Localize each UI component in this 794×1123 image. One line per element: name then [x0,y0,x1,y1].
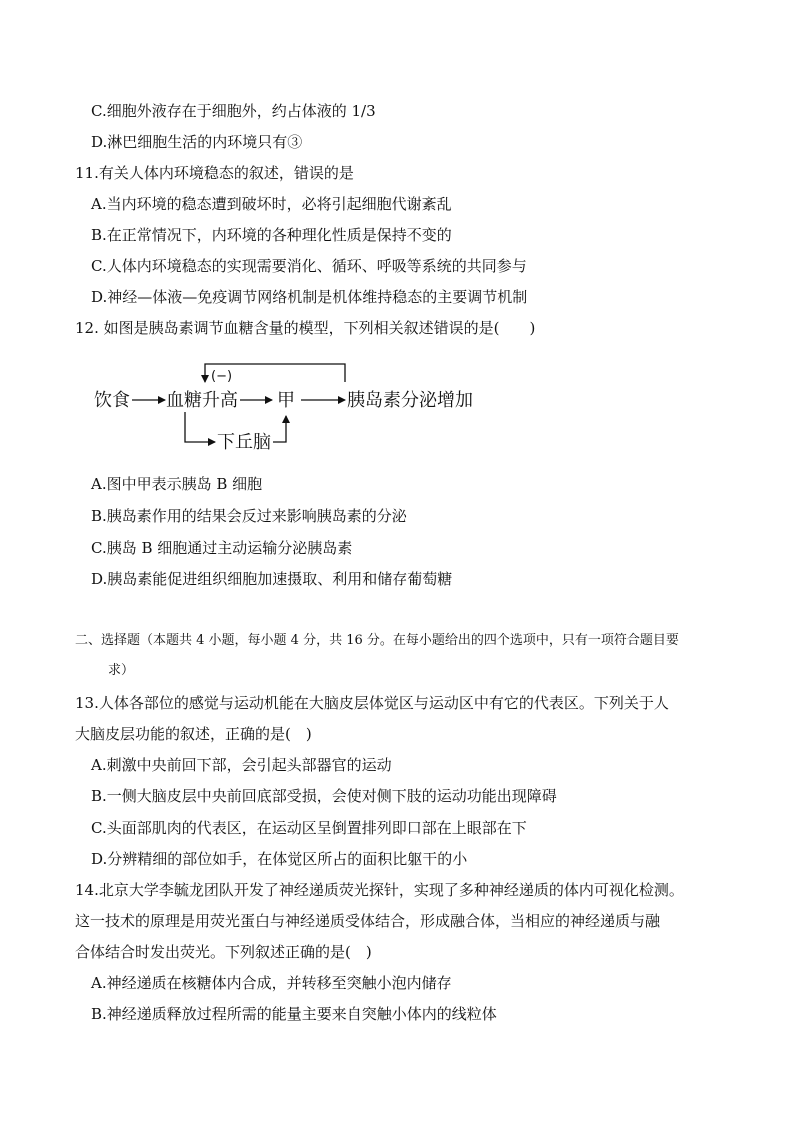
q11-option-d: D.神经—体液—免疫调节网络机制是机体维持稳态的主要调节机制 [91,288,528,306]
arrow-glucose-to-hypothalamus [185,412,215,442]
section2-heading: 二、选择题（本题共 4 小题，每小题 4 分，共 16 分。在每小题给出的四个选项中，只有一项符合题目要 [75,633,679,648]
arrow-hypothalamus-to-jia [273,416,286,442]
node-hypothalamus: 下丘脑 [217,432,271,453]
q10-option-d: D.淋巴细胞生活的内环境只有③ [91,133,303,151]
q13-stem-line2: 大脑皮层功能的叙述，正确的是( ) [75,725,312,743]
q14-stem-line3: 合体结合时发出荧光。下列叙述正确的是( ) [75,943,372,961]
q12-option-a: A.图中甲表示胰岛 B 细胞 [91,475,263,493]
node-blood-glucose-rise: 血糖升高 [166,390,238,411]
insulin-regulation-diagram [90,360,490,460]
q11-option-a: A.当内环境的稳态遭到破坏时，必将引起细胞代谢紊乱 [91,195,452,213]
q14-option-a: A.神经递质在核糖体内合成，并转移至突触小泡内储存 [91,974,452,992]
q13-option-a: A.刺激中央前回下部，会引起头部器官的运动 [91,756,392,774]
q13-option-d: D.分辨精细的部位如手，在体觉区所占的面积比躯干的小 [91,850,468,868]
section2-heading-cont: 求） [108,663,135,678]
q14-stem-line2: 这一技术的原理是用荧光蛋白与神经递质受体结合，形成融合体，当相应的神经递质与融 [75,912,661,930]
feedback-label: (−) [211,369,233,384]
q12-stem: 12. 如图是胰岛素调节血糖含量的模型，下列相关叙述错误的是( ) [75,319,536,337]
q12-option-c: C.胰岛 B 细胞通过主动运输分泌胰岛素 [91,539,353,557]
node-insulin-secretion-increase: 胰岛素分泌增加 [347,390,473,411]
node-jia: 甲 [277,390,295,411]
q13-option-c: C.头面部肌肉的代表区，在运动区呈倒置排列即口部在上眼部在下 [91,819,527,837]
q14-option-b: B.神经递质释放过程所需的能量主要来自突触小体内的线粒体 [91,1005,497,1023]
node-diet: 饮食 [94,390,130,411]
q10-option-c: C.细胞外液存在于细胞外，约占体液的 1/3 [91,102,376,120]
q11-option-c: C.人体内环境稳态的实现需要消化、循环、呼吸等系统的共同参与 [91,257,527,275]
q14-stem-line1: 14.北京大学李毓龙团队开发了神经递质荧光探针，实现了多种神经递质的体内可视化检测。 [75,881,684,899]
q13-stem-line1: 13.人体各部位的感觉与运动机能在大脑皮层体觉区与运动区中有它的代表区。下列关于人 [75,694,669,712]
q11-option-b: B.在正常情况下，内环境的各种理化性质是保持不变的 [91,226,452,244]
q12-option-d: D.胰岛素能促进组织细胞加速摄取、利用和储存葡萄糖 [91,570,453,588]
q13-option-b: B.一侧大脑皮层中央前回底部受损，会使对侧下肢的运动功能出现障碍 [91,787,557,805]
q12-option-b: B.胰岛素作用的结果会反过来影响胰岛素的分泌 [91,507,407,525]
q11-stem: 11.有关人体内环境稳态的叙述，错误的是 [75,164,354,182]
